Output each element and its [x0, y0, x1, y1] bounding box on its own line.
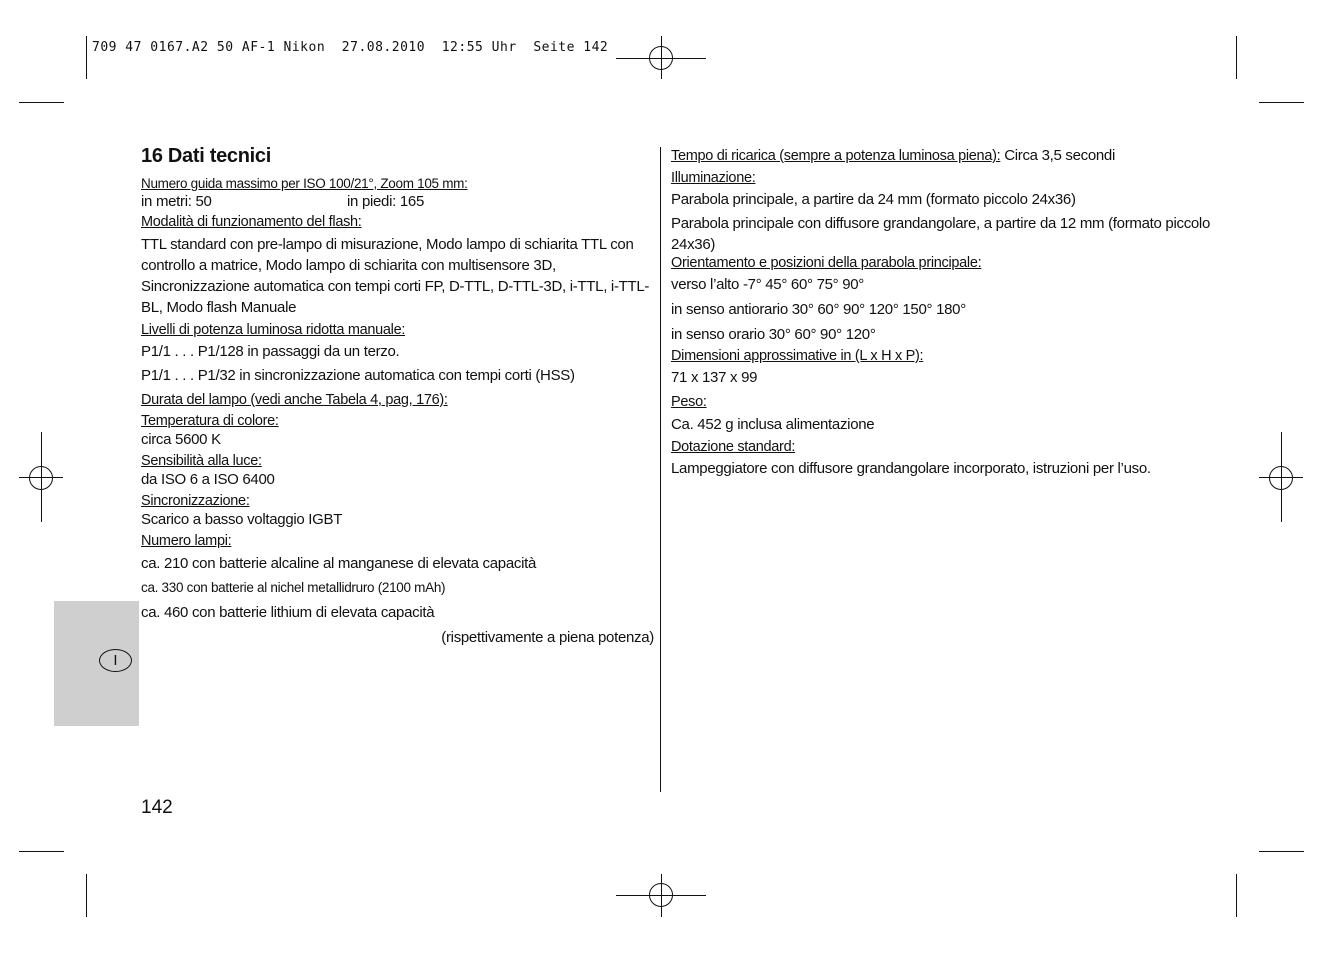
- weight-heading: Peso:: [671, 394, 707, 410]
- sync-value: Scarico a basso voltaggio IGBT: [141, 511, 343, 528]
- flashes-line-1: ca. 210 con batterie alcaline al manganese di elevata capacità: [141, 555, 537, 572]
- power-line-2: P1/1 . . . P1/32 in sincronizzazione automatica con tempi corti (HSS): [141, 367, 575, 384]
- language-tab-label: I: [99, 649, 132, 672]
- flashes-line-2: ca. 330 con batterie al nichel metallidruro (2100 mAh): [141, 580, 446, 595]
- guide-meters: in metri: 50: [141, 193, 212, 210]
- left-column: [141, 145, 654, 648]
- guide-number-values: [141, 191, 654, 212]
- crop-mark: [1236, 36, 1237, 79]
- crop-mark: [1259, 102, 1304, 103]
- crop-mark: [86, 36, 87, 79]
- print-header: 709 47 0167.A2 50 AF-1 Nikon 27.08.2010 12:55 Uhr Seite 142: [92, 40, 609, 55]
- orientation-heading: Orientamento e posizioni della parabola principale:: [671, 255, 982, 271]
- power-levels-heading: Livelli di potenza luminosa ridotta manuale:: [141, 322, 406, 338]
- right-column: [671, 145, 1211, 479]
- flash-modes-heading: Modalità di funzionamento del flash:: [141, 214, 362, 230]
- illumination-line-1: Parabola principale, a partire da 24 mm (formato piccolo 24x36): [671, 191, 1076, 208]
- recharge-line: [671, 145, 1211, 167]
- crop-mark: [19, 102, 64, 103]
- weight-value: Ca. 452 g inclusa alimentazione: [671, 416, 875, 433]
- crop-mark: [1236, 874, 1237, 917]
- color-temp-value: circa 5600 K: [141, 431, 221, 448]
- color-temp-heading: Temperatura di colore:: [141, 413, 279, 429]
- standard-heading: Dotazione standard:: [671, 439, 796, 455]
- section-title: 16 Dati tecnici: [141, 145, 272, 167]
- guide-feet: in piedi: 165: [347, 193, 424, 210]
- recharge-heading: Tempo di ricarica (sempre a potenza luminosa piena):: [671, 148, 1001, 164]
- orientation-ccw: in senso antiorario 30° 60° 90° 120° 150° 180°: [671, 301, 966, 318]
- flashes-line-3: ca. 460 con batterie lithium di elevata capacità: [141, 604, 435, 621]
- dimensions-value: 71 x 137 x 99: [671, 369, 758, 386]
- crop-mark: [86, 874, 87, 917]
- guide-number-heading: Numero guida massimo per ISO 100/21°, Zoom 105 mm:: [141, 176, 468, 191]
- sensitivity-heading: Sensibilità alla luce:: [141, 453, 262, 469]
- sensitivity-value: da ISO 6 a ISO 6400: [141, 471, 275, 488]
- illumination-line-2: Parabola principale con diffusore grandangolare, a partire da 12 mm (formato piccolo 24x36): [671, 215, 1211, 253]
- standard-value: Lampeggiatore con diffusore grandangolare incorporato, istruzioni per l’uso.: [671, 460, 1151, 477]
- flashes-note: (rispettivamente a piena potenza): [441, 629, 654, 646]
- flashes-heading: Numero lampi:: [141, 533, 232, 549]
- crop-mark: [1259, 851, 1304, 852]
- duration-heading: Durata del lampo (vedi anche Tabela 4, pag, 176):: [141, 392, 448, 408]
- power-line-1: P1/1 . . . P1/128 in passaggi da un terzo.: [141, 343, 400, 360]
- dimensions-heading: Dimensioni approssimative in (L x H x P):: [671, 348, 924, 364]
- illumination-heading: Illuminazione:: [671, 170, 756, 186]
- flash-modes-text: TTL standard con pre-lampo di misurazione, Modo lampo di schiarita TTL con controllo a matrice, Modo lampo di schiarita con multisensore 3D, Sincronizzazione automatica con tempi corti FP, D-TTL, D-TTL-3D, i-TTL, i-TTL-BL, Modo flash Manuale: [141, 236, 650, 316]
- orientation-cw: in senso orario 30° 60° 90° 120°: [671, 326, 876, 343]
- page-number: 142: [141, 797, 173, 818]
- recharge-value: Circa 3,5 secondi: [1000, 147, 1116, 164]
- orientation-up: verso l’alto -7° 45° 60° 75° 90°: [671, 276, 865, 293]
- crop-mark: [19, 851, 64, 852]
- column-divider: [660, 147, 661, 792]
- sync-heading: Sincronizzazione:: [141, 493, 250, 509]
